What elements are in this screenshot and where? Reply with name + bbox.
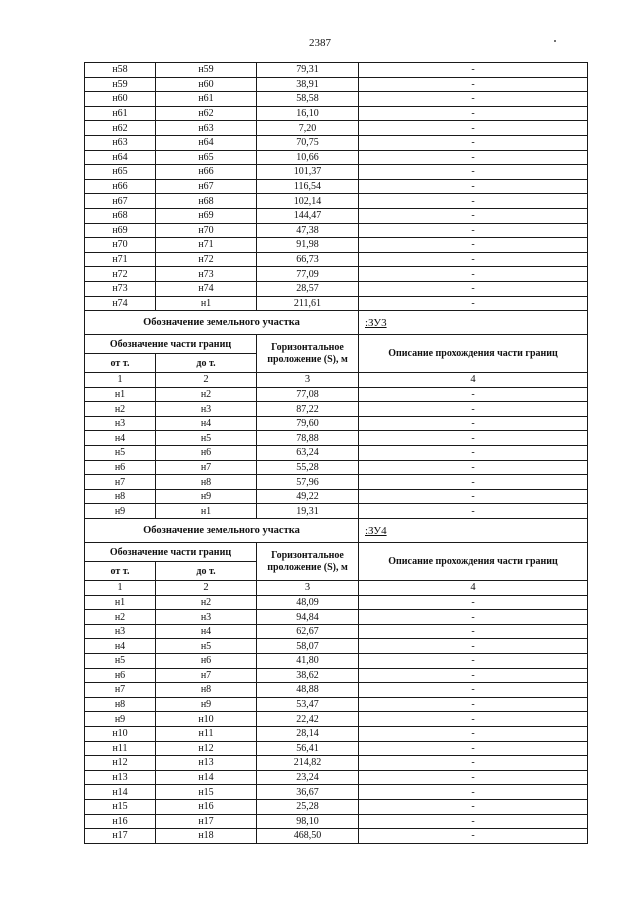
to-point-cell: н6 [156,446,257,461]
distance-cell: 62,67 [257,624,359,639]
to-point-cell: н9 [156,697,257,712]
description-cell: - [359,267,588,282]
description-cell: - [359,431,588,446]
description-cell: - [359,460,588,475]
plot-id-cell [359,519,588,543]
table-row [85,121,588,136]
column-number: 3 [257,373,359,388]
column-number: 1 [85,581,156,596]
description-cell: - [359,504,588,519]
distance-cell: 77,09 [257,267,359,282]
table-row [85,446,588,461]
to-point-cell: н74 [156,281,257,296]
table-row [85,267,588,282]
distance-cell: 211,61 [257,296,359,311]
distance-cell: 214,82 [257,756,359,771]
to-point-cell: н8 [156,475,257,490]
from-point-cell: н6 [85,668,156,683]
to-point-cell: н1 [156,296,257,311]
plot-designation-label: Обозначение земельного участка [85,311,359,335]
plot-id: :ЗУ3 [365,316,387,329]
from-point-cell: н9 [85,504,156,519]
from-point-cell: н64 [85,150,156,165]
description-cell: - [359,770,588,785]
distance-cell: 63,24 [257,446,359,461]
to-point-cell: н69 [156,208,257,223]
to-point-cell: н71 [156,238,257,253]
distance-cell: 116,54 [257,179,359,194]
distance-cell: 38,91 [257,77,359,92]
to-point-cell: н61 [156,92,257,107]
description-cell: - [359,106,588,121]
column-number: 1 [85,373,156,388]
distance-cell: 58,58 [257,92,359,107]
to-point-cell: н12 [156,741,257,756]
to-point-header: до т. [156,354,257,373]
from-point-cell: н68 [85,208,156,223]
column-number: 2 [156,581,257,596]
from-point-cell: н14 [85,785,156,800]
horizontal-distance-header: Горизонтальное проложение (S), м [257,543,359,581]
table-row [85,281,588,296]
to-point-cell: н5 [156,431,257,446]
to-point-cell: н1 [156,504,257,519]
table-row [85,475,588,490]
description-cell: - [359,92,588,107]
distance-cell: 87,22 [257,402,359,417]
column-number: 2 [156,373,257,388]
distance-cell: 10,66 [257,150,359,165]
description-cell: - [359,624,588,639]
to-point-cell: н59 [156,63,257,78]
from-point-cell: н16 [85,814,156,829]
distance-cell: 41,80 [257,654,359,669]
description-cell: - [359,668,588,683]
plot-id: :ЗУ4 [365,524,387,537]
distance-cell: 468,50 [257,829,359,844]
boundary-table [84,62,588,844]
table-row [85,238,588,253]
column-number-row [85,373,588,388]
page-number: 2387 [309,37,331,49]
table-row [85,756,588,771]
section-title-row [85,311,588,335]
description-cell: - [359,402,588,417]
distance-cell: 19,31 [257,504,359,519]
distance-cell: 48,88 [257,683,359,698]
to-point-cell: н7 [156,668,257,683]
from-point-cell: н67 [85,194,156,209]
distance-cell: 91,98 [257,238,359,253]
from-point-cell: н74 [85,296,156,311]
from-point-cell: н71 [85,252,156,267]
from-point-cell: н72 [85,267,156,282]
description-cell: - [359,489,588,504]
table-row [85,814,588,829]
description-cell: - [359,387,588,402]
description-header: Описание прохождения части границ [359,335,588,373]
distance-cell: 23,24 [257,770,359,785]
distance-cell: 22,42 [257,712,359,727]
distance-cell: 28,57 [257,281,359,296]
description-cell: - [359,150,588,165]
description-cell: - [359,77,588,92]
distance-cell: 79,60 [257,416,359,431]
distance-cell: 53,47 [257,697,359,712]
to-point-cell: н60 [156,77,257,92]
to-point-cell: н14 [156,770,257,785]
column-number: 4 [359,581,588,596]
distance-cell: 49,22 [257,489,359,504]
to-point-cell: н65 [156,150,257,165]
from-point-cell: н61 [85,106,156,121]
from-point-cell: н8 [85,489,156,504]
column-number-row [85,581,588,596]
to-point-cell: н13 [156,756,257,771]
distance-cell: 7,20 [257,121,359,136]
from-point-cell: н73 [85,281,156,296]
from-point-header: от т. [85,562,156,581]
to-point-cell: н67 [156,179,257,194]
from-point-cell: н9 [85,712,156,727]
table-row [85,77,588,92]
to-point-cell: н72 [156,252,257,267]
description-cell: - [359,654,588,669]
table-row [85,712,588,727]
part-bounds-header: Обозначение части границ [85,543,257,562]
table-row [85,416,588,431]
table-row [85,770,588,785]
distance-cell: 66,73 [257,252,359,267]
to-point-cell: н5 [156,639,257,654]
description-cell: - [359,799,588,814]
table-row [85,741,588,756]
from-point-cell: н12 [85,756,156,771]
table-row [85,654,588,669]
to-point-cell: н68 [156,194,257,209]
description-cell: - [359,252,588,267]
distance-cell: 47,38 [257,223,359,238]
distance-cell: 102,14 [257,194,359,209]
from-point-cell: н11 [85,741,156,756]
description-cell: - [359,726,588,741]
table-row [85,402,588,417]
description-cell: - [359,446,588,461]
description-cell: - [359,135,588,150]
distance-cell: 16,10 [257,106,359,121]
from-point-cell: н7 [85,475,156,490]
table-row [85,135,588,150]
table-row [85,504,588,519]
from-point-cell: н8 [85,697,156,712]
description-cell: - [359,281,588,296]
to-point-header: до т. [156,562,257,581]
description-cell: - [359,223,588,238]
description-header: Описание прохождения части границ [359,543,588,581]
description-cell: - [359,121,588,136]
distance-cell: 79,31 [257,63,359,78]
from-point-cell: н10 [85,726,156,741]
from-point-cell: н59 [85,77,156,92]
distance-cell: 55,28 [257,460,359,475]
table-row [85,296,588,311]
distance-cell: 144,47 [257,208,359,223]
table-row [85,799,588,814]
table-row [85,208,588,223]
table-row [85,595,588,610]
distance-cell: 57,96 [257,475,359,490]
from-point-cell: н65 [85,165,156,180]
table-row [85,683,588,698]
table-row [85,697,588,712]
part-bounds-header: Обозначение части границ [85,335,257,354]
from-point-cell: н66 [85,179,156,194]
table-row [85,252,588,267]
table-row [85,610,588,625]
from-point-cell: н2 [85,610,156,625]
scan-speck [554,40,556,42]
description-cell: - [359,829,588,844]
description-cell: - [359,610,588,625]
distance-cell: 25,28 [257,799,359,814]
description-cell: - [359,475,588,490]
to-point-cell: н3 [156,402,257,417]
from-point-cell: н4 [85,639,156,654]
description-cell: - [359,814,588,829]
from-point-cell: н1 [85,387,156,402]
distance-cell: 101,37 [257,165,359,180]
to-point-cell: н8 [156,683,257,698]
description-cell: - [359,756,588,771]
horizontal-distance-header: Горизонтальное проложение (S), м [257,335,359,373]
to-point-cell: н18 [156,829,257,844]
to-point-cell: н66 [156,165,257,180]
description-cell: - [359,238,588,253]
from-point-cell: н60 [85,92,156,107]
to-point-cell: н7 [156,460,257,475]
table-row [85,179,588,194]
table-row [85,489,588,504]
description-cell: - [359,296,588,311]
description-cell: - [359,741,588,756]
description-cell: - [359,208,588,223]
distance-cell: 77,08 [257,387,359,402]
table-row [85,150,588,165]
distance-cell: 38,62 [257,668,359,683]
from-point-cell: н15 [85,799,156,814]
table-row [85,63,588,78]
table-row [85,106,588,121]
from-point-cell: н63 [85,135,156,150]
from-point-cell: н3 [85,624,156,639]
to-point-cell: н15 [156,785,257,800]
table-row [85,165,588,180]
to-point-cell: н11 [156,726,257,741]
table-row [85,668,588,683]
description-cell: - [359,785,588,800]
from-point-cell: н17 [85,829,156,844]
table-row [85,194,588,209]
plot-id-cell [359,311,588,335]
from-point-cell: н70 [85,238,156,253]
boundary-table-body [85,63,588,844]
table-row [85,624,588,639]
from-point-header: от т. [85,354,156,373]
table-header-row [85,543,588,562]
description-cell: - [359,416,588,431]
from-point-cell: н1 [85,595,156,610]
distance-cell: 78,88 [257,431,359,446]
from-point-cell: н13 [85,770,156,785]
table-row [85,387,588,402]
table-row [85,92,588,107]
table-row [85,829,588,844]
to-point-cell: н73 [156,267,257,282]
from-point-cell: н62 [85,121,156,136]
plot-designation-label: Обозначение земельного участка [85,519,359,543]
to-point-cell: н62 [156,106,257,121]
to-point-cell: н17 [156,814,257,829]
from-point-cell: н7 [85,683,156,698]
from-point-cell: н58 [85,63,156,78]
description-cell: - [359,179,588,194]
from-point-cell: н5 [85,654,156,669]
to-point-cell: н63 [156,121,257,136]
to-point-cell: н4 [156,624,257,639]
from-point-cell: н5 [85,446,156,461]
to-point-cell: н64 [156,135,257,150]
table-row [85,223,588,238]
description-cell: - [359,639,588,654]
to-point-cell: н2 [156,387,257,402]
from-point-cell: н4 [85,431,156,446]
column-number: 4 [359,373,588,388]
table-row [85,431,588,446]
table-row [85,726,588,741]
to-point-cell: н4 [156,416,257,431]
distance-cell: 70,75 [257,135,359,150]
column-number: 3 [257,581,359,596]
description-cell: - [359,697,588,712]
description-cell: - [359,683,588,698]
to-point-cell: н9 [156,489,257,504]
distance-cell: 36,67 [257,785,359,800]
distance-cell: 98,10 [257,814,359,829]
description-cell: - [359,194,588,209]
distance-cell: 94,84 [257,610,359,625]
description-cell: - [359,595,588,610]
from-point-cell: н69 [85,223,156,238]
from-point-cell: н3 [85,416,156,431]
to-point-cell: н6 [156,654,257,669]
to-point-cell: н3 [156,610,257,625]
from-point-cell: н2 [85,402,156,417]
distance-cell: 48,09 [257,595,359,610]
section-title-row [85,519,588,543]
table-header-row [85,335,588,354]
to-point-cell: н2 [156,595,257,610]
table-row [85,639,588,654]
description-cell: - [359,63,588,78]
table-row [85,460,588,475]
distance-cell: 58,07 [257,639,359,654]
description-cell: - [359,712,588,727]
table-row [85,785,588,800]
distance-cell: 28,14 [257,726,359,741]
from-point-cell: н6 [85,460,156,475]
distance-cell: 56,41 [257,741,359,756]
to-point-cell: н70 [156,223,257,238]
description-cell: - [359,165,588,180]
to-point-cell: н10 [156,712,257,727]
to-point-cell: н16 [156,799,257,814]
